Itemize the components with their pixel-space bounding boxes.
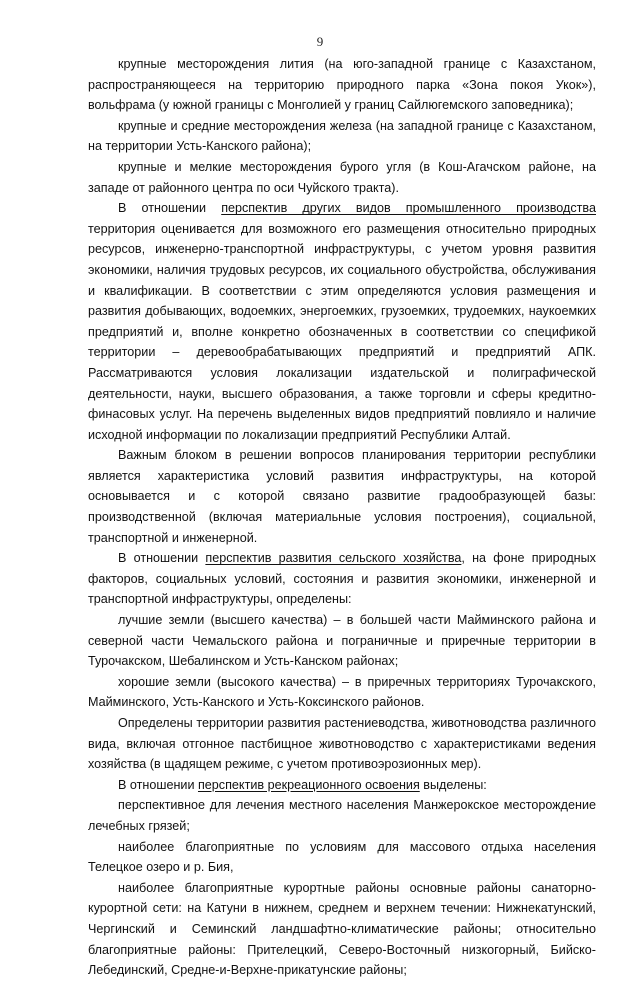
paragraph bbox=[88, 548, 596, 610]
paragraph: крупные и мелкие месторождения бурого угля (в Кош-Агачском районе, на западе от районного центра по оси Чуйского тракта). bbox=[88, 159, 596, 195]
underlined-heading-agriculture: перспектив развития сельского хозяйства bbox=[205, 551, 462, 566]
paragraph: крупные месторождения лития (на юго-западной границе с Казахстаном, распространяющееся на территорию природного парка «Зона покоя Укок»), вольфрама (у южной границы с Монголией у границ Сайлюгемского заповедника); bbox=[88, 57, 596, 113]
body-text bbox=[88, 54, 596, 981]
paragraph: перспективное для лечения местного населения Манжерокское месторождение лечебных грязей; bbox=[88, 798, 596, 833]
underlined-heading-recreation: перспектив рекреационного освоения bbox=[197, 777, 420, 792]
paragraph-lead: В отношении bbox=[118, 201, 222, 216]
paragraph bbox=[88, 198, 596, 445]
paragraph: лучшие земли (высшего качества) – в большей части Майминского района и северной части Чемальского района и пограничные и приречные территории в Турочакском, Шебалинском и Усть-Канском районах; bbox=[88, 613, 596, 669]
paragraph-rest: , на фоне природных факторов, социальных условий, состояния и развития экономики, инженерной и транспортной инфраструктуры, определены: bbox=[88, 551, 596, 607]
paragraph-rest: территория оценивается для возможного его размещения относительно природных ресурсов, инженерно-транспортной инфраструктуры, с учетом уровня развития экономики, наличия трудовых ресурсов, их социального обустройства, обслуживания и квалификации. В соответствии с этим определяются условия размещения и развития добывающих, водоемких, энергоемких, грузоемких, трудоемких, наукоемких предприятий и, вполне конкретно обозначенных в соответствии со спецификой территории – деревообрабатывающих предприятий и предприятий АПК. Рассматриваются условия локализации издательской и полиграфической деятельности, науки, высшего образования, а также торговли и сферы кредитно-финасовых услуг. На перечень выделенных видов предприятий повлияло и наличие исходной информации по локализации предприятий Республики Алтай. bbox=[88, 221, 596, 442]
page-number: 9 bbox=[316, 34, 324, 49]
paragraph bbox=[88, 775, 596, 796]
paragraph: наиболее благоприятные курортные районы основные районы санаторно-курортной сети: на Катуни в нижнем, среднем и верхнем течении: Нижнекатунский, Чергинский и Семинский ландшафтно-климатические районы; относительно благоприятные районы: Прителецкий, Северо-Восточный низкогорный, Бийско-Лебединский, Средне-и-Верхне-прикатунские районы; bbox=[88, 880, 596, 978]
paragraph: Определены территории развития растениеводства, животноводства различного вида, включая отгонное пастбищное животноводство с характеристиками ведения хозяйства (в щадящем режиме, с учетом противоэрозионных мер). bbox=[88, 716, 596, 772]
paragraph-rest: выделены: bbox=[419, 777, 487, 792]
paragraph-lead: В отношении bbox=[118, 777, 198, 792]
paragraph: хорошие земли (высокого качества) – в приречных территориях Турочакского, Майминского, Усть-Канского и Усть-Коксинского районов. bbox=[88, 674, 596, 710]
paragraph: наиболее благоприятные по условиям для массового отдыха населения Телецкое озеро и р. Бия, bbox=[88, 839, 596, 875]
paragraph-lead: В отношении bbox=[118, 551, 206, 566]
paragraph: Важным блоком в решении вопросов планирования территории республики является характеристика условий развития инфраструктуры, на которой основывается и с которой связано развитие градообразующей базы: производственной (включая материальные условия построения), социальной, транспортной и инженерной. bbox=[88, 448, 596, 545]
paragraph: крупные и средние месторождения железа (на западной границе с Казахстаном, на территории Усть-Канского района); bbox=[88, 118, 596, 154]
underlined-heading-industry: перспектив других видов промышленного производства bbox=[221, 201, 596, 216]
